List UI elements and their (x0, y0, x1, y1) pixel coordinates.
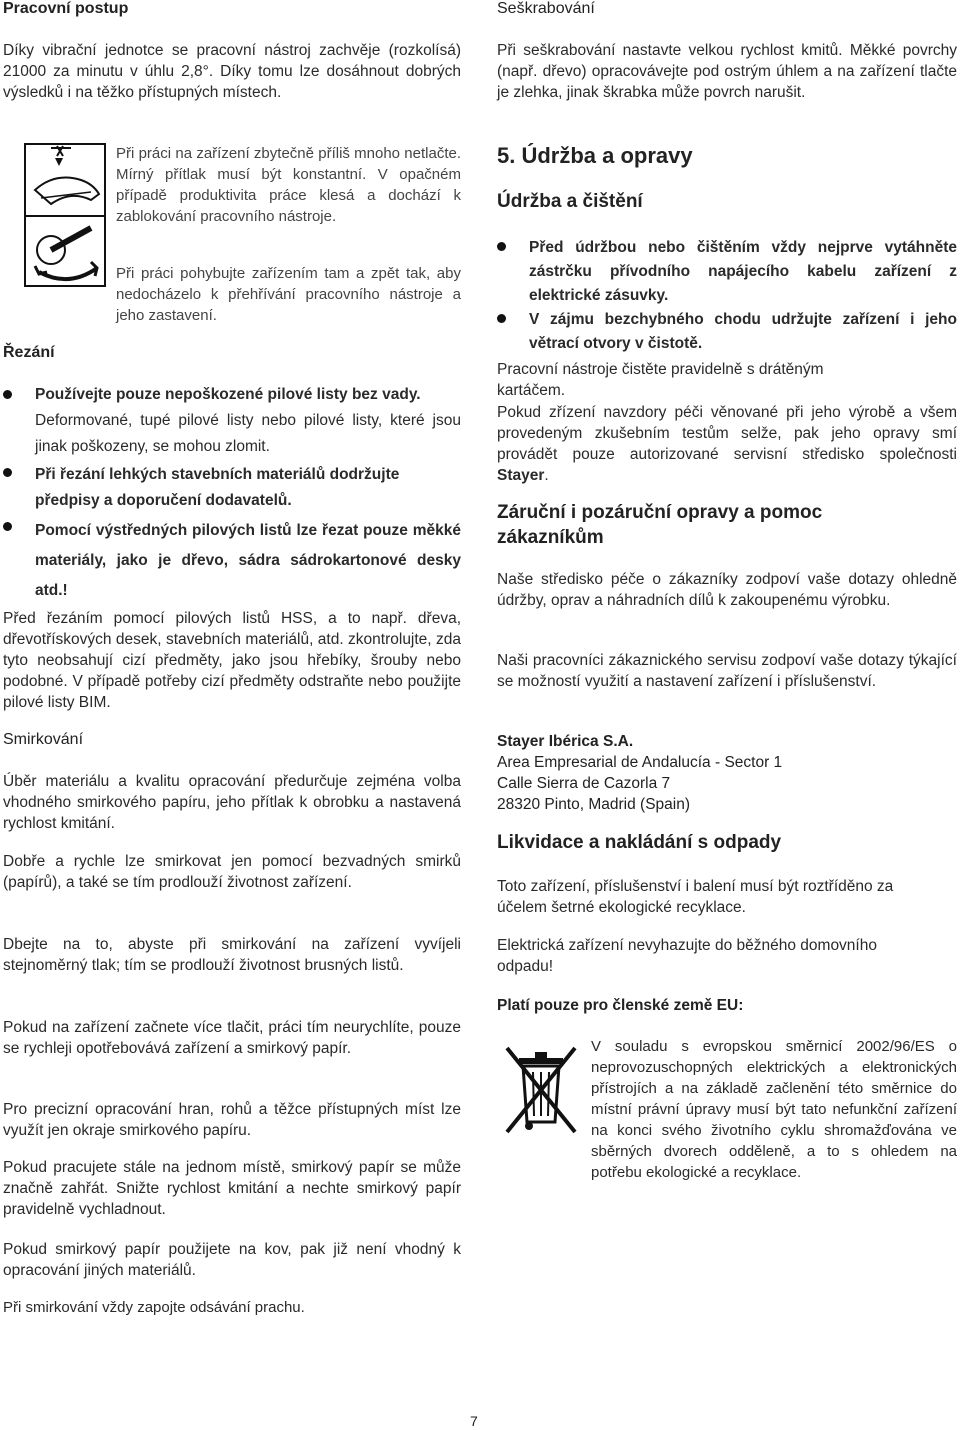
hss-note: Před řezáním pomocí pilových listů HSS, a to např. dřeva, dřevotřískových desek, stavebních materiálů, atd. zkontrolujte, zda tyto neobsahují cizí předměty, jako jsou hřebíky, šrouby nebo podobné. V případě potřeby cizí předměty odstraňte nebo použijte pilové listy BIM. (3, 610, 461, 711)
tool-usage-illustration (21, 140, 111, 290)
hand-pressure-icon (21, 140, 111, 290)
bullet-keep-clean: V zájmu bezchybného chodu udržujte zařízení i jeho větrací otvory v čistotě. (497, 308, 957, 356)
scraping-paragraph: Při seškrabování nastavte velkou rychlost kmitů. Měkké povrchy (např. dřevo) opracovávejte pod ostrým úhlem a na zařízení tlačte je zlehka, jinak škrabka může povrch narušit. (497, 42, 957, 101)
subsection-disposal-title: Likvidace a nakládání s odpady (497, 832, 782, 853)
bullet-dot (3, 390, 12, 399)
bullet-dot (3, 468, 12, 477)
tip-motion: Při práci pohybujte zařízením tam a zpět tak, aby nedocházelo k přehřívání pracovního nástroje a jeho zastavení. (116, 265, 461, 324)
sanding-p8: Při smirkování vždy zapojte odsávání prachu. (3, 1299, 305, 1316)
company-name: Stayer Ibérica S.A. (497, 733, 634, 750)
blade-note: Deformované, tupé pilové listy nebo pilové listy, které jsou jinak poškozeny, se mohou zlomit. (35, 412, 461, 455)
sanding-p7: Pokud smirkový papír použijete na kov, pak již není vhodný k opracování jiných materiálů. (3, 1241, 461, 1279)
sanding-p2: Dobře a rychle lze smirkovat jen pomocí bezvadných smirků (papírů), a také se tím prodlouží životnost zařízení. (3, 853, 461, 891)
sanding-p4: Pokud na zařízení začnete více tlačit, práci tím neurychlíte, pouze se rychleji opotřebovává zařízení a smirkový papír. (3, 1019, 461, 1057)
disposal-p1: Toto zařízení, příslušenství i balení musí být roztříděno za účelem šetrné ekologické recyklace. (497, 878, 894, 916)
sanding-p1: Úběr materiálu a kvalitu opracování předurčuje zejména volba vhodného smirkového papíru, jeho přítlak k obrobku a nastavená rychlost kmitání. (3, 773, 461, 832)
address-line-2: Calle Sierra de Cazorla 7 (497, 775, 671, 792)
address-line-1: Area Empresarial de Andalucía - Sector 1 (497, 754, 783, 771)
weee-directive-text: V souladu s evropskou směrnicí 2002/96/ES o neprovozuschopných elektrických a elektronických přístrojích a na základě začlenění této směrnice do místní právní úpravy musí být tato nefunkční zařízení na konci svého životního cyklu shromažďována ve sběrných dvorech odděleně, a to s ohledem na potřebu ekologické a recyklace. (591, 1038, 957, 1181)
disposal-p2: Elektrická zařízení nevyhazujte do běžného domovního odpadu! (497, 937, 877, 975)
tip-pressure: Při práci na zařízení zbytečně příliš mnoho netlačte. Mírný přítlak musí být konstantní. V opačném případě produktivita práce klesá a dochází k zablokování pracovního nástroje. (116, 145, 461, 225)
address-line-3: 28320 Pinto, Madrid (Spain) (497, 796, 691, 813)
bullet-eccentric-blades: Pomocí výstředných pilových listů lze řezat pouze měkké materiály, jako je dřevo, sádra sádrokartonové desky atd.! (3, 516, 461, 606)
intro-paragraph: Díky vibrační jednotce se pracovní nástroj zachvěje (rozkolísá) 21000 za minutu v úhlu 2,8°. Díky tomu lze dosáhnout dobrých výsledků i na těžko přístupných místech. (3, 42, 461, 101)
bullet-unplug: Před údržbou nebo čištěním vždy nejprve vytáhněte zástrčku přívodního napájecího kabelu zařízení z elektrické zásuvky. (497, 236, 957, 308)
bullet-dot (497, 314, 506, 323)
subsection-cleaning-title: Údržba a čištění (497, 191, 643, 212)
bullet-dot (3, 522, 12, 531)
heading-scraping: Seškrabování (497, 0, 595, 17)
bullet-undamaged-blades: Používejte pouze nepoškozené pilové listy bez vady. (3, 384, 461, 405)
warranty-p1: Naše středisko péče o zákazníky zodpoví vaše dotazy ohledně údržby, oprav a náhradních dílů k zakoupenému výrobku. (497, 571, 957, 609)
section-maintenance-title: 5. Údržba a opravy (497, 143, 693, 168)
eu-only-heading: Platí pouze pro členské země EU: (497, 997, 744, 1014)
sanding-p6: Pokud pracujete stále na jednom místě, smirkový papír se může značně zahřát. Snižte rychlost kmitání a nechte smirkový papír pravidelně vychladnout. (3, 1159, 461, 1218)
clean-tools-note: Pracovní nástroje čistěte pravidelně s drátěným kartáčem. (497, 361, 824, 399)
sanding-p5: Pro precizní opracování hran, rohů a těžce přístupných míst lze využít jen okraje smirkového papíru. (3, 1101, 461, 1139)
subsection-warranty-title: Záruční i pozáruční opravy a pomoc zákazníkům (497, 502, 823, 548)
company-address (497, 731, 782, 815)
heading-work: Pracovní postup (3, 0, 129, 17)
page-number: 7 (470, 1413, 478, 1429)
service-note: Pokud zřízení navzdory péči věnované při jeho výrobě a všem provedeným zkušebním testům selže, pak jeho opravy smí provádět pouze autorizované servisní středisko společnosti Stayer. (497, 404, 957, 484)
heading-cutting: Řezání (3, 344, 55, 361)
bullet-light-materials: Při řezání lehkých stavebních materiálů dodržujte předpisy a doporučení dodavatelů. (3, 462, 461, 514)
warranty-p2: Naši pracovníci zákaznického servisu zodpoví vaše dotazy týkající se možností využití a nastavení zařízení i příslušenství. (497, 652, 957, 690)
bullet-dot (497, 242, 506, 251)
sanding-p3: Dbejte na to, abyste při smirkování na zařízení vyvíjeli stejnoměrný tlak; tím se prodlouží životnost brusných listů. (3, 936, 461, 974)
heading-sanding: Smirkování (3, 731, 84, 748)
crossed-bin-icon (497, 1040, 585, 1140)
